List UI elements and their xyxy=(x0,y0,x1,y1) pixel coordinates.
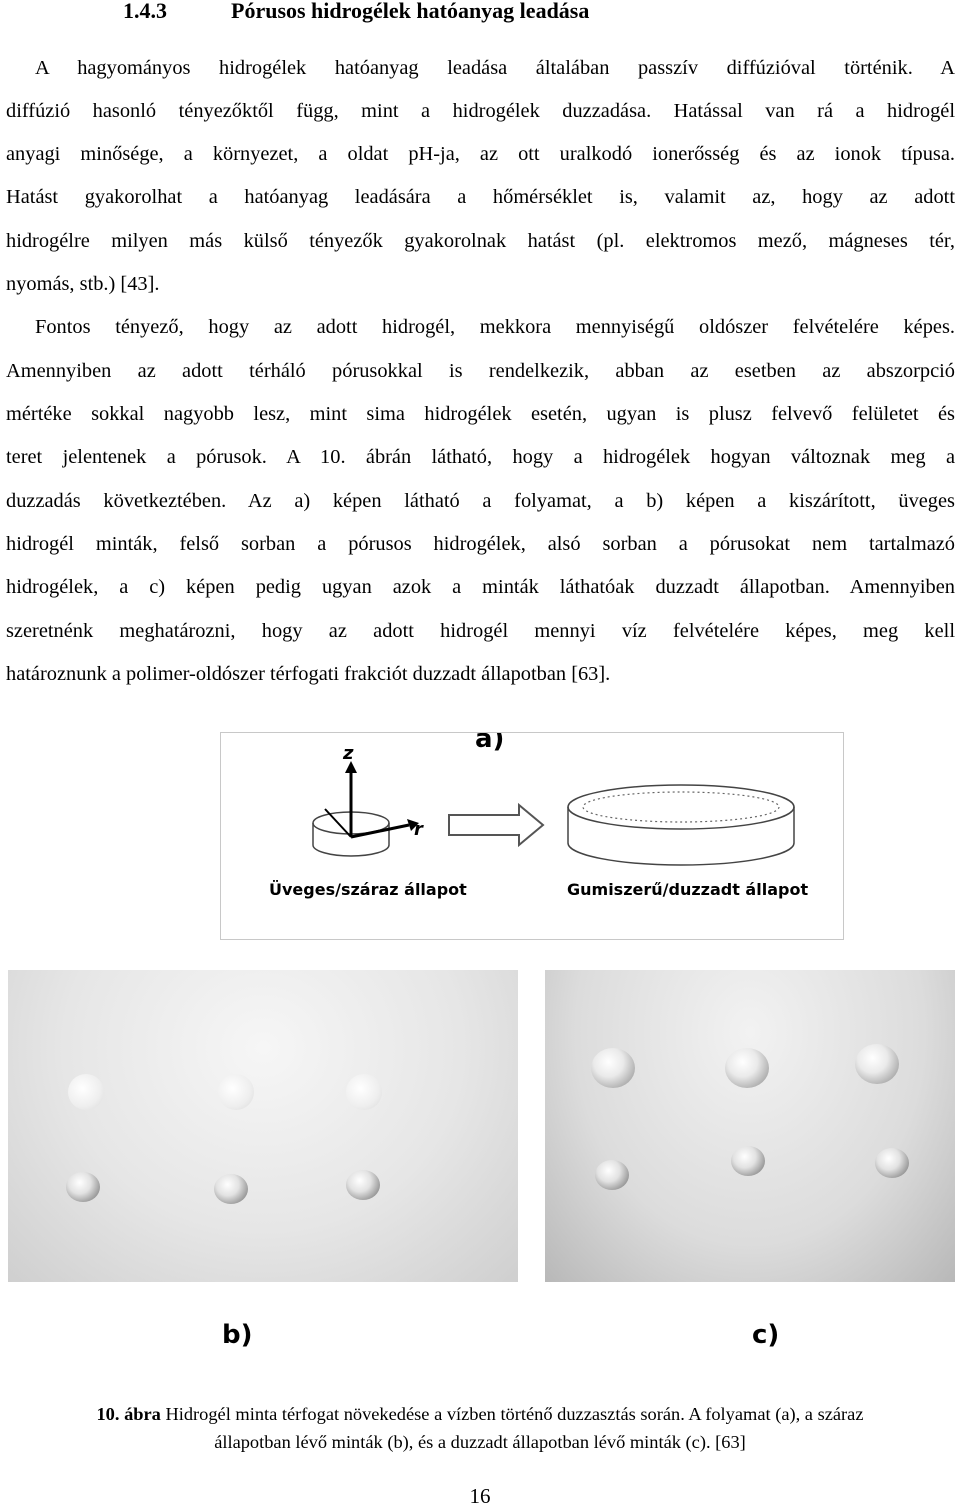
text-line: hidrogélek, a c) képen pedig ugyan azok a minták láthatóak duzzadt állapotban. Amennyiben xyxy=(6,576,955,598)
nonporous-dry-sample xyxy=(66,1172,100,1202)
nonporous-dry-sample xyxy=(214,1174,248,1204)
figure-caption xyxy=(40,1400,920,1456)
section-title: Pórusos hidrogélek hatóanyag leadása xyxy=(231,0,590,23)
text-line: szeretnénk meghatározni, hogy az adott hidrogél mennyi víz felvételére képes, meg kell xyxy=(6,620,955,642)
porous-dry-sample xyxy=(68,1074,104,1110)
swollen-disc xyxy=(568,785,794,865)
nonporous-dry-sample xyxy=(346,1170,380,1200)
photo-c-swollen-samples xyxy=(545,970,955,1282)
nonporous-swollen-sample xyxy=(595,1160,629,1190)
text-line: hidrogél minták, felső sorban a pórusos hidrogélek, alsó sorban a pórusokat nem tartalmazó xyxy=(6,533,955,555)
axis-z-label: z xyxy=(343,743,354,764)
swelling-diagram xyxy=(221,733,843,939)
figure-a-schematic xyxy=(220,732,844,940)
transition-arrow-icon xyxy=(449,805,543,845)
caption-line-1: Hidrogél minta térfogat növekedése a vízben történő duzzasztás során. A folyamat (a), a száraz xyxy=(160,1404,864,1424)
porous-swollen-sample xyxy=(855,1044,899,1084)
figure-label-a: a) xyxy=(475,733,505,754)
text-line: A hagyományos hidrogélek hatóanyag leadása általában passzív diffúzióval történik. A xyxy=(35,57,955,79)
page-number: 16 xyxy=(469,1484,491,1508)
nonporous-swollen-sample xyxy=(731,1146,765,1176)
figure-label-b: b) xyxy=(222,1320,253,1350)
axis-r-label: r xyxy=(414,819,423,840)
text-line: anyagi minősége, a környezet, a oldat pH-ja, az ott uralkodó ionerősség és az ionok típusa. xyxy=(6,143,955,165)
section-heading xyxy=(123,0,589,24)
caption-line-2: állapotban lévő minták (b), és a duzzadt állapotban lévő minták (c). [63] xyxy=(214,1432,746,1452)
caption-figure-number: 10. ábra xyxy=(96,1404,161,1424)
porous-dry-sample xyxy=(346,1074,382,1110)
text-line: teret jelentenek a pórusok. A 10. ábrán látható, hogy a hidrogélek hogyan változnak meg a xyxy=(6,446,955,468)
text-line: Amennyiben az adott térháló pórusokkal is rendelkezik, abban az esetben az abszorpció xyxy=(6,360,955,382)
text-line: hidrogélre milyen más külső tényezők gyakorolnak hatást (pl. elektromos mező, mágneses tér, xyxy=(6,230,955,252)
text-line: határoznunk a polimer-oldószer térfogati frakciót duzzadt állapotban [63]. xyxy=(6,663,611,685)
text-line: diffúzió hasonló tényezőktől függ, mint a hidrogélek duzzadása. Hatással van rá a hidrogél xyxy=(6,100,955,122)
porous-dry-sample xyxy=(218,1074,254,1110)
swollen-state-label: Gumiszerű/duzzadt állapot xyxy=(567,880,809,899)
photo-b-dry-samples xyxy=(8,970,518,1282)
porous-swollen-sample xyxy=(725,1048,769,1088)
text-line: mértéke sokkal nagyobb lesz, mint sima hidrogélek esetén, ugyan is plusz felvevő felületet és xyxy=(6,403,955,425)
porous-swollen-sample xyxy=(591,1048,635,1088)
figure-label-c: c) xyxy=(752,1320,780,1350)
text-line: Fontos tényező, hogy az adott hidrogél, mekkora mennyiségű oldószer felvételére képes. xyxy=(35,316,955,338)
dry-state-label: Üveges/száraz állapot xyxy=(269,880,467,899)
text-line: Hatást gyakorolhat a hatóanyag leadására a hőmérséklet is, valamit az, hogy az adott xyxy=(6,186,955,208)
text-line: nyomás, stb.) [43]. xyxy=(6,273,160,295)
section-number: 1.4.3 xyxy=(123,0,167,23)
text-line: duzzadás következtében. Az a) képen látható a folyamat, a b) képen a kiszárított, üveges xyxy=(6,490,955,512)
nonporous-swollen-sample xyxy=(875,1148,909,1178)
